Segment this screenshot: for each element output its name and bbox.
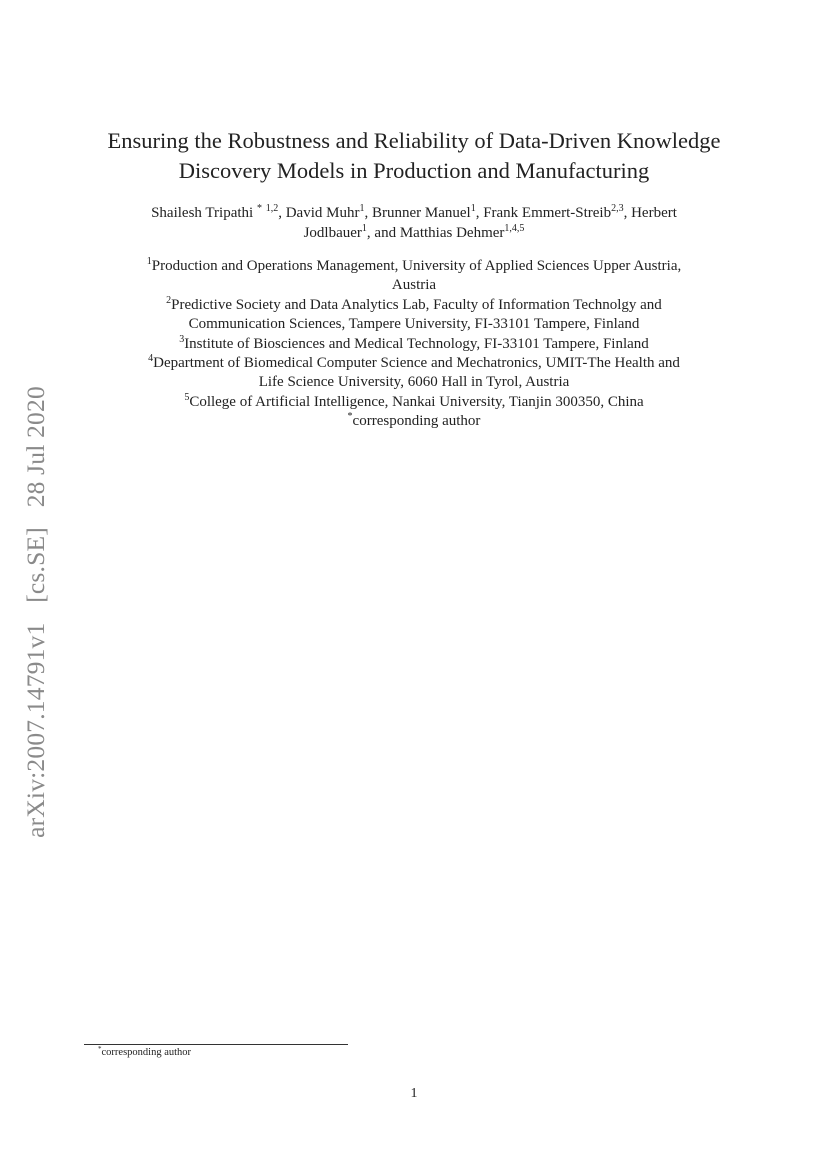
author-line-1: Shailesh Tripathi * $^{1,2}$, David Muhr$^1$, Brunner Manuel$^1$, Frank Emmert-Streib$^{2,3}$, Herbert: [151, 203, 677, 221]
corresponding-mark: *: [256, 203, 262, 214]
corresponding-text: corresponding author: [352, 413, 481, 430]
title-line-2: Discovery Models in Production and Manufacturing: [178, 158, 650, 183]
author-affiliation-mark: 2,3: [611, 203, 624, 214]
author-affiliation-mark: 1: [359, 203, 365, 214]
author-name: Brunner Manuel: [371, 205, 471, 221]
affiliation-1: [80, 257, 748, 276]
author-name-last: Jodlbauer: [303, 225, 362, 241]
affiliation-number: 1: [146, 256, 152, 267]
affiliation-text: Department of Biomedical Computer Science and Mechatronics, UMIT-The Health and: [153, 355, 680, 372]
affiliation-number: 3: [179, 333, 185, 345]
author-name-first: Herbert: [631, 205, 677, 221]
affiliation-5: [80, 393, 748, 412]
and-text: and: [374, 225, 397, 241]
affiliation-number: 4: [148, 353, 154, 365]
arxiv-category: [cs.SE]: [21, 527, 50, 603]
page-number: 1: [410, 1086, 418, 1101]
author-affiliation-mark: 1: [470, 203, 476, 214]
affiliation-number: 2: [166, 294, 172, 306]
author-list: [90, 203, 738, 243]
affiliation-number: 5: [184, 391, 190, 403]
author-affiliation-mark: 1,4,5: [504, 223, 525, 234]
title-line-1: Ensuring the Robustness and Reliability of Data-Driven Knowledge: [107, 128, 721, 153]
author-line-2: Jodlbauer$^1$, and Matthias Dehmer$^{1,4,5}$: [303, 223, 525, 241]
affiliation-text: Predictive Society and Data Analytics Lab, Faculty of Information Technolgy and: [171, 296, 662, 313]
author-name: David Muhr: [285, 205, 360, 221]
arxiv-sidebar-stamp: [21, 386, 51, 838]
affiliation-text: Production and Operations Management, University of Applied Sciences Upper Austria,: [151, 258, 682, 274]
affiliation-4: [80, 354, 748, 373]
footnote-rule: [84, 1044, 348, 1045]
paper-title: [80, 126, 748, 186]
affiliation-text: College of Artificial Intelligence, Nankai University, Tianjin 300350, China: [189, 393, 644, 410]
affiliation-2: [80, 296, 748, 315]
affiliation-list: [80, 257, 748, 432]
arxiv-id: arXiv:2007.14791v1: [21, 622, 50, 838]
author-affiliation-mark: 1,2: [265, 203, 279, 214]
affiliation-1-continued: Austria: [391, 277, 437, 294]
affiliation-3: [80, 335, 748, 354]
corresponding-author-note: [80, 412, 748, 431]
affiliation-text: Institute of Biosciences and Medical Technology, FI-33101 Tampere, Finland: [184, 335, 649, 352]
author-name: Frank Emmert-Streib: [483, 205, 612, 221]
author-affiliation-mark: 1: [361, 223, 367, 234]
arxiv-date: 28 Jul 2020: [21, 386, 50, 508]
corresponding-mark: *: [347, 411, 353, 423]
author-name: Matthias Dehmer: [399, 225, 505, 241]
affiliation-4-continued: Life Science University, 6060 Hall in Tyrol, Austria: [258, 374, 570, 391]
author-name: Shailesh Tripathi: [151, 205, 254, 221]
affiliation-2-continued: Communication Sciences, Tampere University, FI-33101 Tampere, Finland: [188, 316, 640, 333]
footnote-mark: *: [98, 1045, 102, 1053]
footnote-text: corresponding author: [101, 1047, 192, 1058]
footnote: [98, 1047, 191, 1058]
